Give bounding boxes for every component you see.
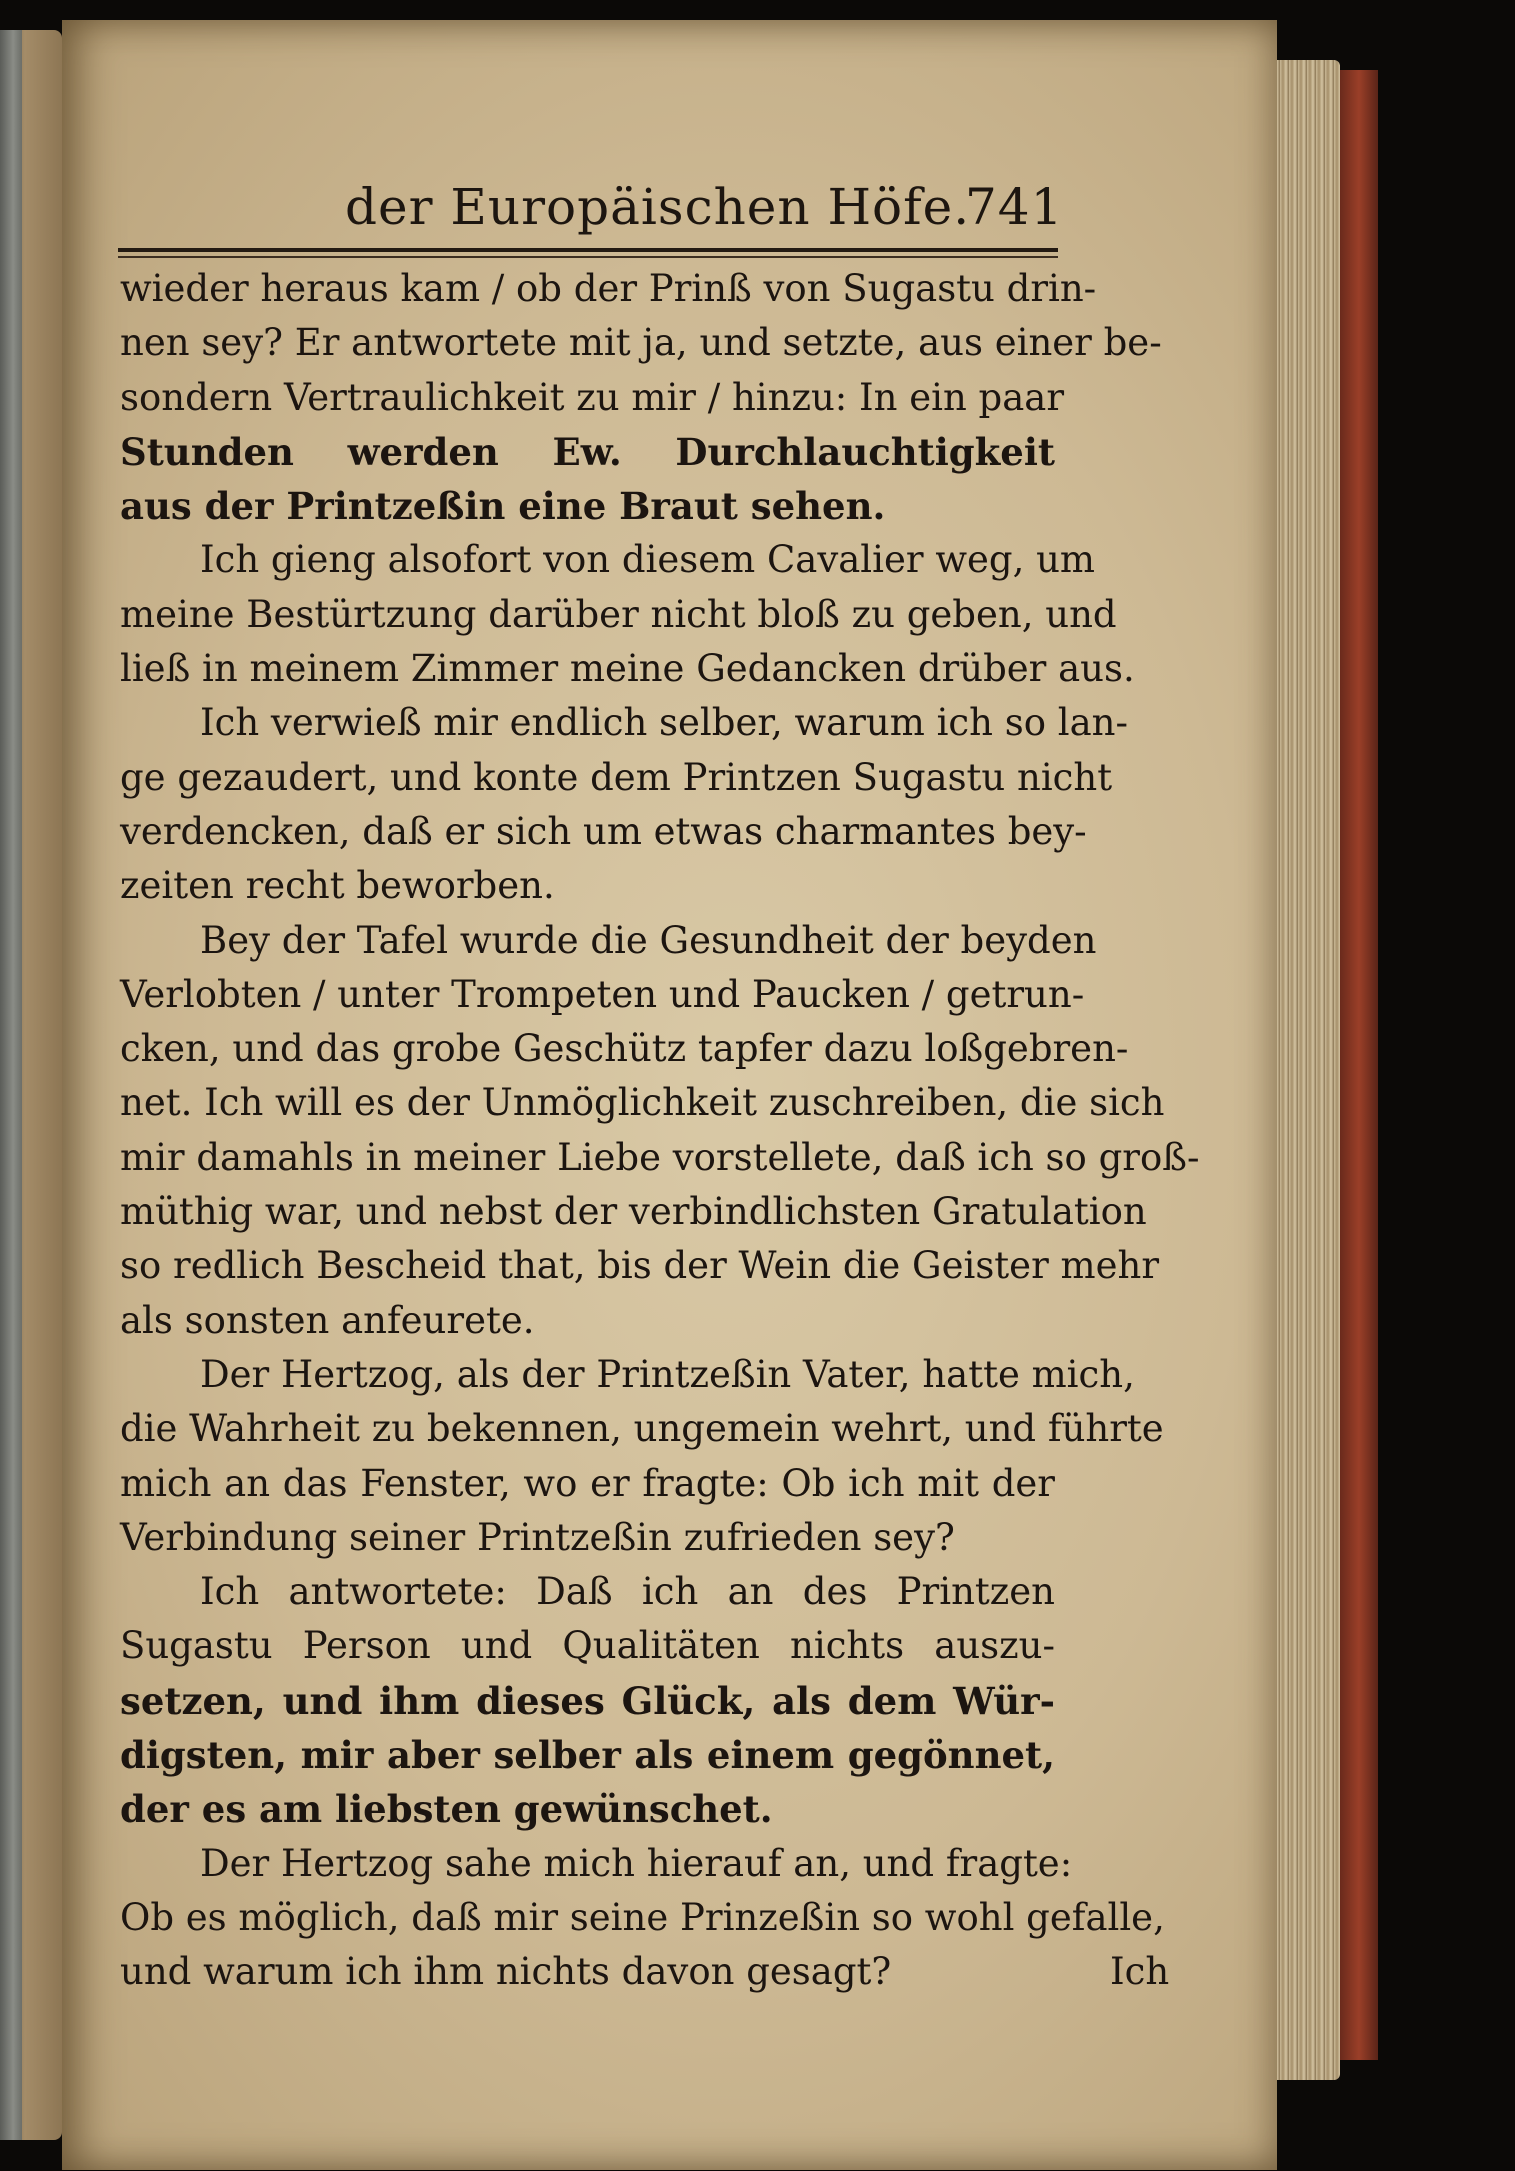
header-title: der Europäischen Höfe.: [345, 178, 971, 236]
cover-edge: [1340, 70, 1378, 2060]
catchword: Ich: [1110, 1950, 1170, 1994]
page-number: 741: [965, 178, 1064, 236]
text-line: Ich verwieß mir endlich selber, warum ich so lan-: [200, 701, 1128, 745]
text-line: wieder heraus kam / ob der Prinß von Sugastu drin-: [120, 267, 1097, 310]
text-line: müthig war, und nebst der verbindlichsten Gratulation: [120, 1190, 1147, 1234]
text-line: verdencken, daß er sich um etwas charmantes bey-: [120, 809, 1087, 853]
text-line: Ich antwortete: Daß ich an des Printzen: [200, 1570, 1055, 1614]
text-line: setzen, und ihm dieses Glück, als dem Wür-: [120, 1678, 1055, 1723]
text-line: ge gezaudert, und konte dem Printzen Sugastu nicht: [120, 755, 1113, 799]
text-line: so redlich Bescheid that, bis der Wein die Geister mehr: [120, 1244, 1160, 1288]
text-line: Stunden werden Ew. Durchlauchtigkeit: [120, 429, 1055, 474]
text-line: cken, und das grobe Geschütz tapfer dazu loßgebren-: [120, 1027, 1129, 1071]
text-line: Verbindung seiner Printzeßin zufrieden sey?: [120, 1515, 955, 1559]
text-line: der es am liebsten gewünschet.: [120, 1787, 773, 1832]
text-line: die Wahrheit zu bekennen, ungemein wehrt, und führte: [120, 1407, 1164, 1451]
text-line: als sonsten anfeurete.: [120, 1298, 535, 1342]
text-line: mich an das Fenster, wo er fragte: Ob ich mit der: [120, 1461, 1055, 1505]
binding-strip: [0, 30, 22, 2140]
text-line: Ob es möglich, daß mir seine Prinzeßin so wohl gefalle,: [120, 1895, 1165, 1939]
text-line: Sugastu Person und Qualitäten nichts auszu-: [120, 1624, 1055, 1668]
body-text: [120, 262, 1200, 2000]
running-header: [345, 178, 1065, 248]
text-line: mir damahls in meiner Liebe vorstellete, daß ich so groß-: [120, 1135, 1200, 1179]
text-line: ließ in meinem Zimmer meine Gedancken drüber aus.: [120, 647, 1135, 691]
text-line: Verlobten / unter Trompeten und Paucken / getrun-: [120, 972, 1085, 1016]
text-line: Der Hertzog sahe mich hierauf an, und fragte:: [200, 1841, 1073, 1885]
text-line: Der Hertzog, als der Printzeßin Vater, hatte mich,: [200, 1352, 1135, 1396]
text-line: net. Ich will es der Unmöglichkeit zuschreiben, die sich: [120, 1081, 1165, 1125]
text-line: nen sey? Er antwortete mit ja, und setzte, aus einer be-: [120, 321, 1162, 365]
text-line: und warum ich ihm nichts davon gesagt? Ich: [120, 1945, 1055, 1999]
header-rule-thin: [118, 256, 1058, 258]
text-line: sondern Vertraulichkeit zu mir / hinzu: In ein paar: [120, 375, 1065, 419]
text-line: meine Bestürtzung darüber nicht bloß zu geben, und: [120, 592, 1117, 636]
text-line: digsten, mir aber selber als einem gegönnet,: [120, 1733, 1055, 1778]
text-line: Bey der Tafel wurde die Gesundheit der beyden: [200, 918, 1097, 962]
text-line: Ich gieng alsofort von diesem Cavalier weg, um: [200, 538, 1096, 582]
text-line: zeiten recht beworben.: [120, 864, 555, 908]
header-rule: [118, 248, 1058, 252]
text-line: aus der Printzeßin eine Braut sehen.: [120, 484, 886, 529]
